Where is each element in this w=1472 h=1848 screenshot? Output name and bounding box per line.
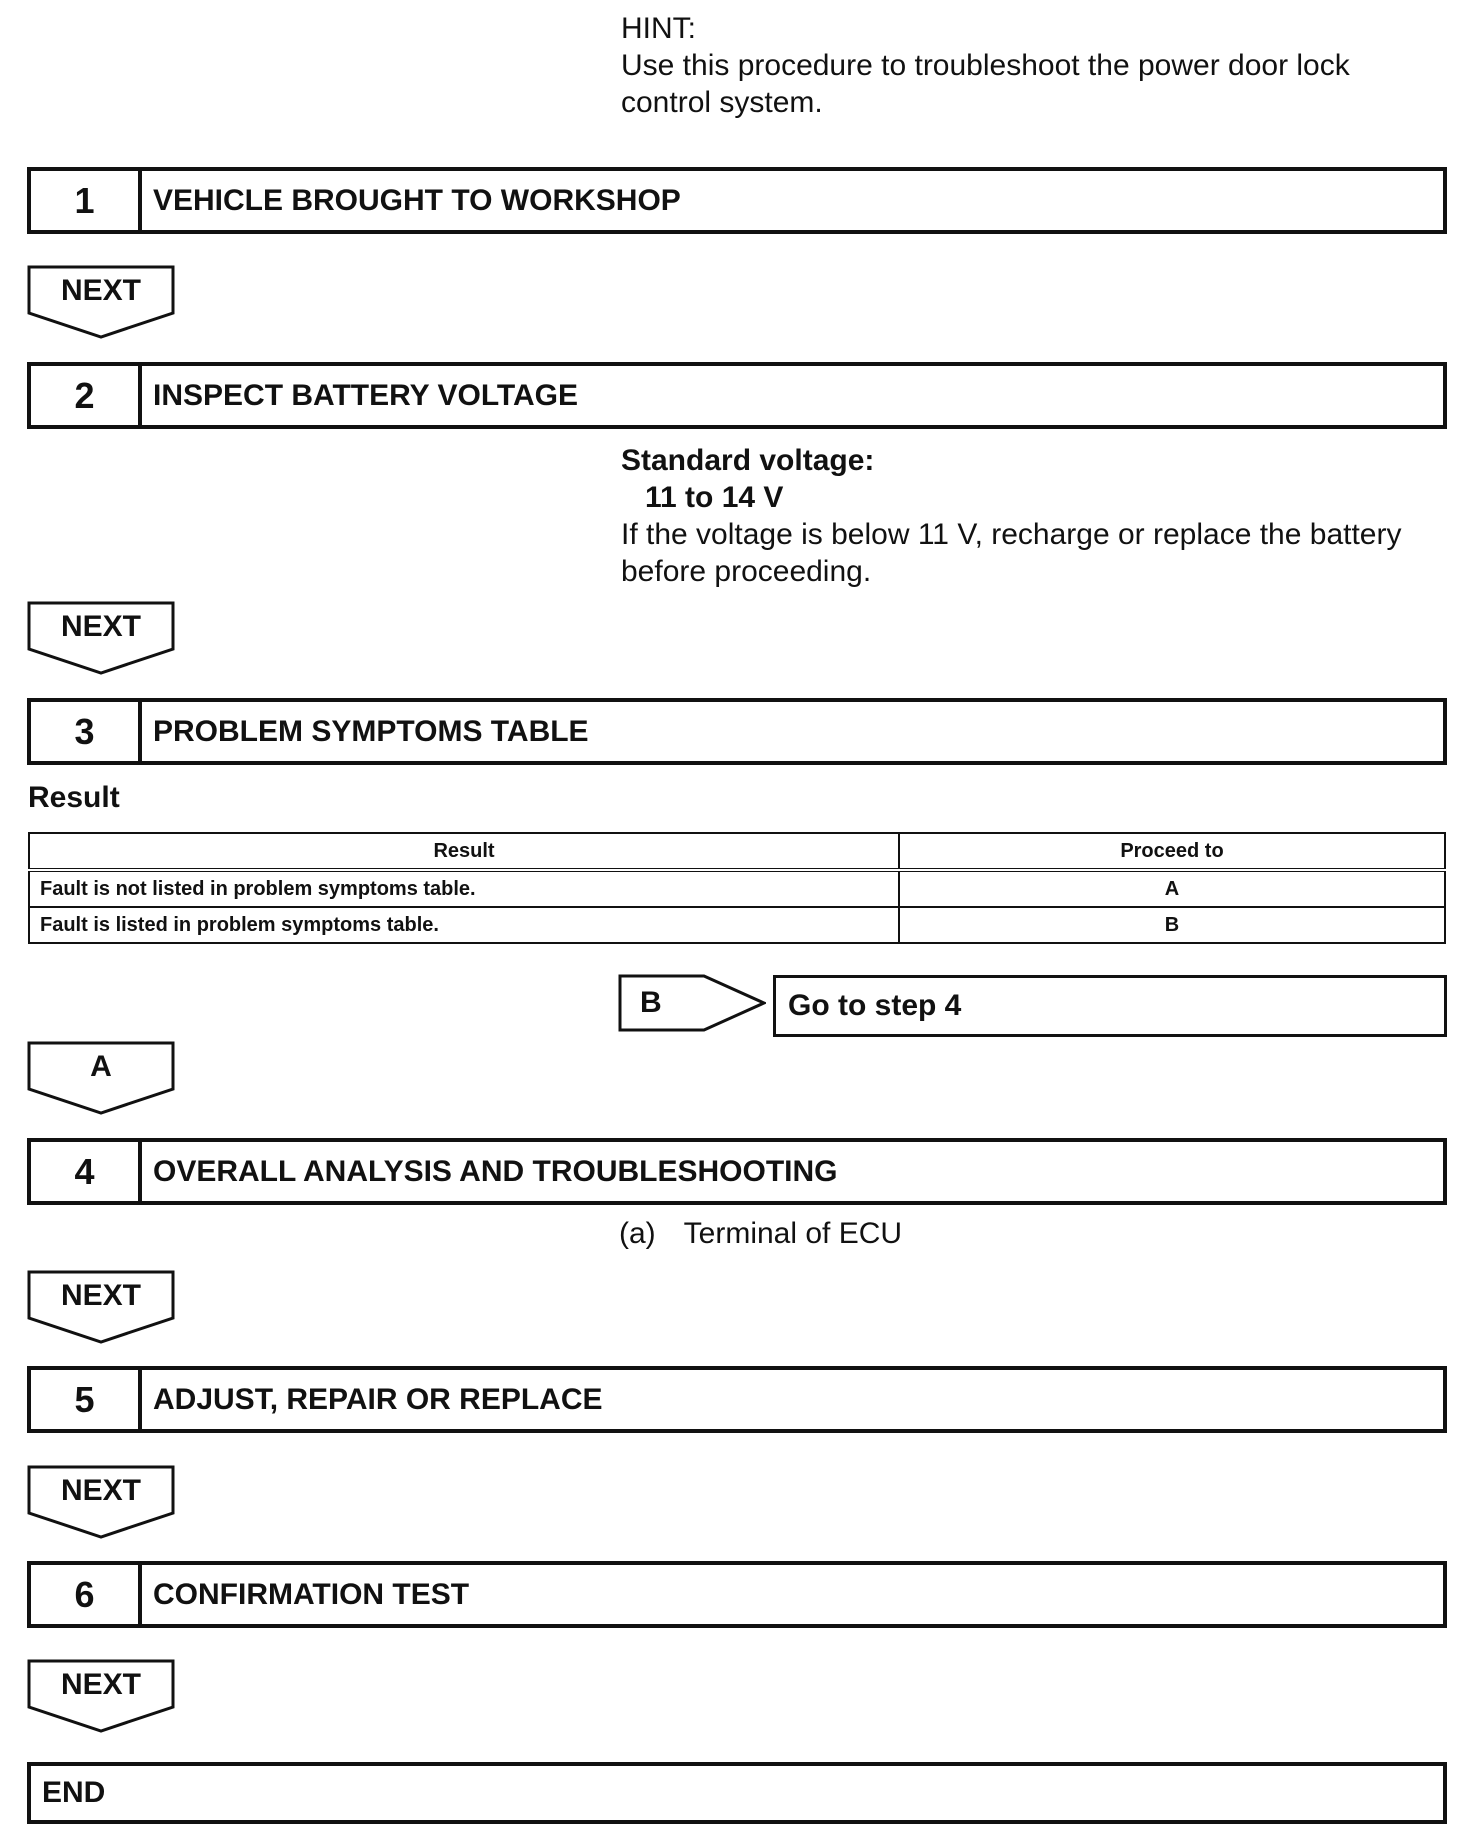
terminal-marker: (a) (619, 1217, 656, 1250)
step-6-header (27, 1561, 1447, 1628)
step-number: 5 (31, 1370, 142, 1429)
result-cell: Fault is listed in problem symptoms table. (29, 907, 899, 943)
next-label: NEXT (60, 1668, 141, 1701)
table-row (29, 870, 1445, 907)
standard-voltage-block (621, 442, 1441, 590)
proceed-cell: B (899, 907, 1445, 943)
result-table (28, 832, 1446, 944)
step-2-header (27, 362, 1447, 429)
next-arrow-4 (27, 1270, 175, 1344)
table-header-row (29, 833, 1445, 870)
step-number: 6 (31, 1565, 142, 1624)
step-4-header (27, 1138, 1447, 1205)
voltage-note-line2: before proceeding. (621, 555, 872, 588)
step-1-header (27, 167, 1447, 234)
goto-step-box: Go to step 4 (773, 975, 1447, 1037)
column-header-proceed-to: Proceed to (899, 833, 1445, 870)
hint-block (621, 10, 1421, 121)
proceed-cell: A (899, 870, 1445, 907)
next-arrow-1 (27, 265, 175, 339)
column-header-result: Result (29, 833, 899, 870)
step-number: 3 (31, 702, 142, 761)
terminal-note (619, 1217, 902, 1251)
end-box: END (27, 1762, 1447, 1824)
standard-voltage-heading: Standard voltage: (621, 444, 875, 477)
branch-a-label: A (90, 1050, 112, 1083)
step-3-header (27, 698, 1447, 765)
step-title: VEHICLE BROUGHT TO WORKSHOP (153, 183, 681, 217)
step-title: PROBLEM SYMPTOMS TABLE (153, 714, 589, 748)
next-arrow-2 (27, 601, 175, 675)
next-arrow-6 (27, 1659, 175, 1733)
step-number: 1 (31, 171, 142, 230)
terminal-text: Terminal of ECU (683, 1217, 903, 1250)
step-number: 2 (31, 366, 142, 425)
hint-text-line2: control system. (621, 86, 823, 119)
next-arrow-5 (27, 1465, 175, 1539)
next-label: NEXT (60, 1279, 141, 1312)
branch-b-label: B (640, 986, 662, 1019)
hint-label: HINT: (621, 12, 696, 45)
step-5-header (27, 1366, 1447, 1433)
branch-b-arrow (618, 974, 766, 1032)
step-title: CONFIRMATION TEST (153, 1577, 470, 1611)
next-label: NEXT (60, 274, 141, 307)
next-label: NEXT (60, 610, 141, 643)
table-row (29, 907, 1445, 943)
standard-voltage-value: 11 to 14 V (645, 481, 784, 514)
result-cell: Fault is not listed in problem symptoms table. (29, 870, 899, 907)
step-title: OVERALL ANALYSIS AND TROUBLESHOOTING (153, 1154, 838, 1188)
result-heading: Result (28, 781, 120, 814)
step-title: INSPECT BATTERY VOLTAGE (153, 378, 579, 412)
hint-text-line1: Use this procedure to troubleshoot the power door lock (621, 49, 1350, 82)
voltage-note-line1: If the voltage is below 11 V, recharge or replace the battery (621, 518, 1402, 551)
next-label: NEXT (60, 1474, 141, 1507)
branch-a-arrow (27, 1041, 175, 1115)
step-title: ADJUST, REPAIR OR REPLACE (153, 1382, 603, 1416)
step-number: 4 (31, 1142, 142, 1201)
